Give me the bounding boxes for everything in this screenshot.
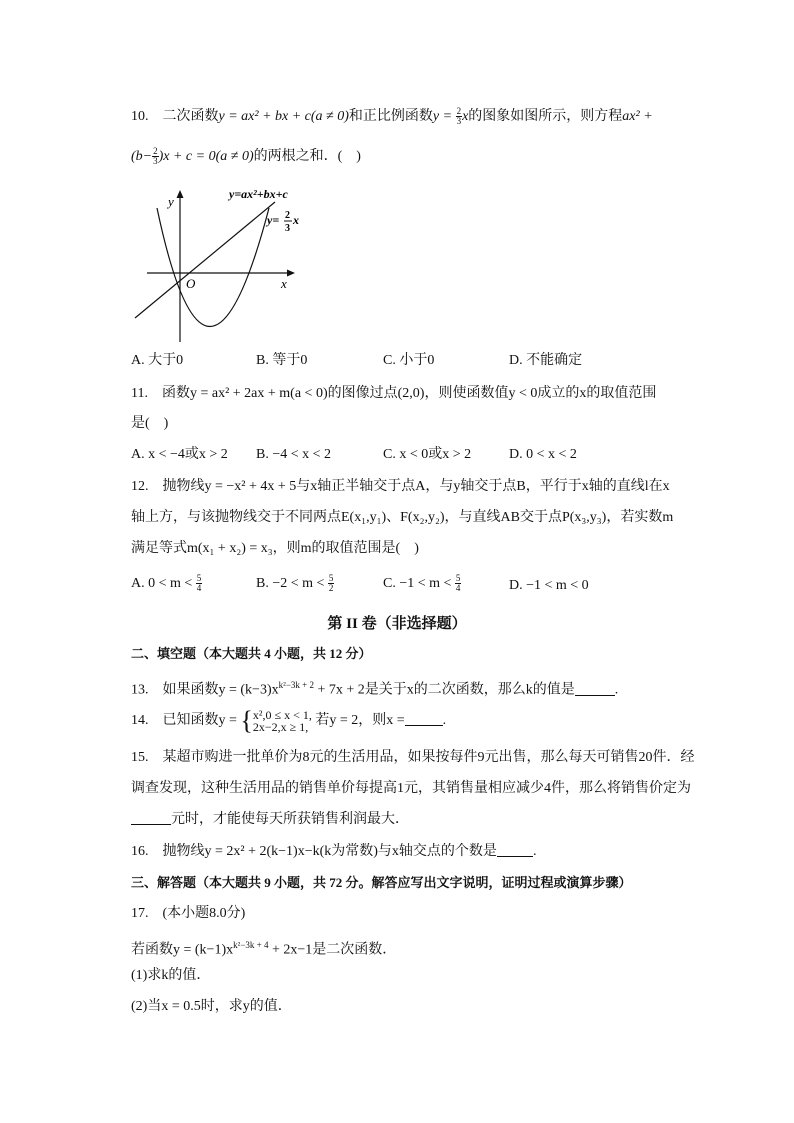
y-axis-label: y — [168, 194, 174, 209]
q16-text: 16. 抛物线y = 2x² + 2(k−1)x−k(k为常数)与x轴交点的个数是 — [131, 844, 497, 859]
fraction-numerator: 2 — [456, 106, 462, 117]
fraction-denominator: 4 — [455, 583, 461, 594]
q13-period: . — [614, 682, 619, 698]
q10-text-c: 的图象如图所示，则方程 — [468, 109, 623, 124]
q16-answer-blank[interactable] — [497, 842, 533, 857]
q11-line2: 是( ) — [131, 416, 169, 431]
q10-option-d[interactable]: D. 不能确定 — [509, 353, 583, 368]
x-axis-arrow-icon — [287, 270, 295, 277]
line-label-pre: y= — [267, 213, 280, 227]
q10-text-a: 二次函数 — [162, 109, 219, 124]
parabola-label: y=ax²+bx+c — [229, 187, 288, 201]
q17-head: 17. (本小题8.0分) — [131, 906, 246, 921]
q13-line — [131, 675, 618, 701]
q15-answer-blank[interactable] — [131, 810, 171, 825]
line-label-num: 2 — [285, 210, 290, 221]
line-label-post: x — [293, 213, 299, 227]
option-fraction — [455, 574, 462, 593]
section-fill-blank-heading: 二、填空题（本大题共 4 小题，共 12 分） — [131, 646, 372, 661]
q10-line2 — [131, 147, 361, 167]
q12-option-a[interactable] — [131, 574, 202, 594]
parabola-curve — [157, 208, 269, 327]
q13-exponent: k²−3k + 2 — [278, 680, 314, 690]
option-text: B. −2 < m < — [256, 576, 325, 591]
option-fraction — [196, 574, 203, 593]
q10-eq3: ax² + — [622, 109, 653, 124]
q12-option-d[interactable] — [509, 576, 589, 596]
q11-option-c[interactable]: C. x < 0或x > 2 — [383, 447, 472, 462]
q13-answer-blank[interactable] — [575, 681, 615, 696]
q10-eq2-post: x — [462, 109, 469, 124]
q17-text-post: + 2x−1是二次函数． — [268, 942, 397, 958]
q17-exponent: k²−3k + 4 — [233, 940, 269, 950]
q17-sub2: (2)当x = 0.5时，求y的值． — [131, 999, 292, 1014]
fraction-numerator: 5 — [455, 573, 461, 584]
q10-line2-pre: (b− — [131, 149, 153, 164]
q15-line3-text: 元时，才能使每天所获销售利润最大． — [171, 812, 409, 827]
fraction-denominator: 3 — [153, 156, 158, 167]
q12-option-c[interactable] — [383, 574, 461, 594]
q11-option-a[interactable]: A. x < −4或x > 2 — [131, 447, 228, 462]
option-fraction — [328, 574, 335, 593]
q15-line3 — [131, 810, 409, 830]
q17-text-pre: 若函数y = (k−1)x — [131, 942, 234, 958]
q12-line2: 轴上方，与该抛物线交于不同两点E(x₁,y₁)、F(x₂,y₂)，与直线AB交于点P(x₃,y₃)，若实数m — [131, 510, 674, 525]
q15-line1: 15. 某超市购进一批单价为8元的生活用品，如果按每件9元出售，那么每天可销售20件．经 — [131, 750, 695, 765]
fraction-denominator: 2 — [328, 583, 334, 594]
q10-eq2-pre: y = — [432, 109, 453, 124]
q14-piecewise — [253, 709, 312, 733]
q14-answer-blank[interactable] — [405, 711, 443, 726]
option-text: D. −1 < m < 0 — [509, 578, 589, 593]
fraction-denominator: 3 — [456, 116, 462, 127]
q10-line1 — [131, 107, 653, 127]
q14-piece-1: x²,0 ≤ x < 1, — [252, 708, 312, 722]
q12-line3: 满足等式m(x₁ + x₂) = x₃，则m的取值范围是( ) — [131, 541, 419, 556]
q10-number: 10. — [131, 109, 149, 124]
fraction-numerator: 5 — [328, 573, 334, 584]
q17-line — [131, 935, 396, 961]
q14-text-post: 若y = 2，则x = — [315, 713, 405, 729]
y-axis-arrow-icon — [177, 190, 184, 198]
q12-line1: 12. 抛物线y = −x² + 4x + 5与x轴正半轴交于点A，与y轴交于点B，平行于x轴的直线l在x — [131, 479, 670, 494]
origin-label: O — [186, 276, 196, 291]
q10-text-b: 和正比例函数 — [348, 109, 433, 124]
q17-sub1: (1)求k的值． — [131, 968, 211, 983]
fraction-numerator: 2 — [153, 146, 158, 157]
q13-text-post: + 7x + 2是关于x的二次函数，那么k的值是 — [313, 682, 575, 698]
x-axis-label: x — [281, 276, 287, 291]
q14-text-pre: 14. 已知函数y = — [131, 713, 237, 729]
q12-option-b[interactable] — [256, 574, 334, 594]
q13-text-pre: 13. 如果函数y = (k−3)x — [131, 682, 279, 698]
q10-option-b[interactable]: B. 等于0 — [256, 353, 308, 368]
q11-line1: 11. 函数y = ax² + 2ax + m(a < 0)的图像过点(2,0)，则使函数值y < 0成立的x的取值范围 — [131, 386, 657, 401]
q14-period: . — [442, 713, 447, 729]
option-text: C. −1 < m < — [383, 576, 452, 591]
q10-option-a[interactable]: A. 大于0 — [131, 353, 184, 368]
q11-option-b[interactable]: B. −4 < x < 2 — [256, 447, 332, 462]
q10-graph-figure — [125, 180, 325, 350]
q10-option-c[interactable]: C. 小于0 — [383, 353, 435, 368]
q10-eq1: y = ax² + bx + c(a ≠ 0) — [218, 109, 349, 124]
q11-option-d[interactable]: D. 0 < x < 2 — [509, 447, 577, 462]
option-text: A. 0 < m < — [131, 576, 193, 591]
q14-line — [131, 708, 446, 734]
fraction-numerator: 5 — [196, 573, 202, 584]
q10-line2-text: 的两根之和．( ) — [253, 149, 361, 164]
q15-line2: 调查发现，这种生活用品的销售单价每提高1元，其销售量相应减少4件，那么将销售价定为 — [131, 781, 691, 796]
q14-piece-2: 2x−2,x ≥ 1, — [252, 720, 309, 734]
part2-title: 第 II 卷（非选择题） — [327, 616, 467, 632]
fraction-denominator: 4 — [196, 583, 202, 594]
q10-line2-post: )x + c = 0(a ≠ 0) — [158, 149, 254, 164]
left-brace-icon: { — [240, 706, 253, 735]
q16-period: . — [532, 844, 537, 859]
line-label-den: 3 — [285, 223, 290, 234]
section-answer-heading: 三、解答题（本大题共 9 小题，共 72 分。解答应写出文字说明，证明过程或演算步骤） — [131, 875, 632, 890]
q16-line — [131, 842, 536, 862]
